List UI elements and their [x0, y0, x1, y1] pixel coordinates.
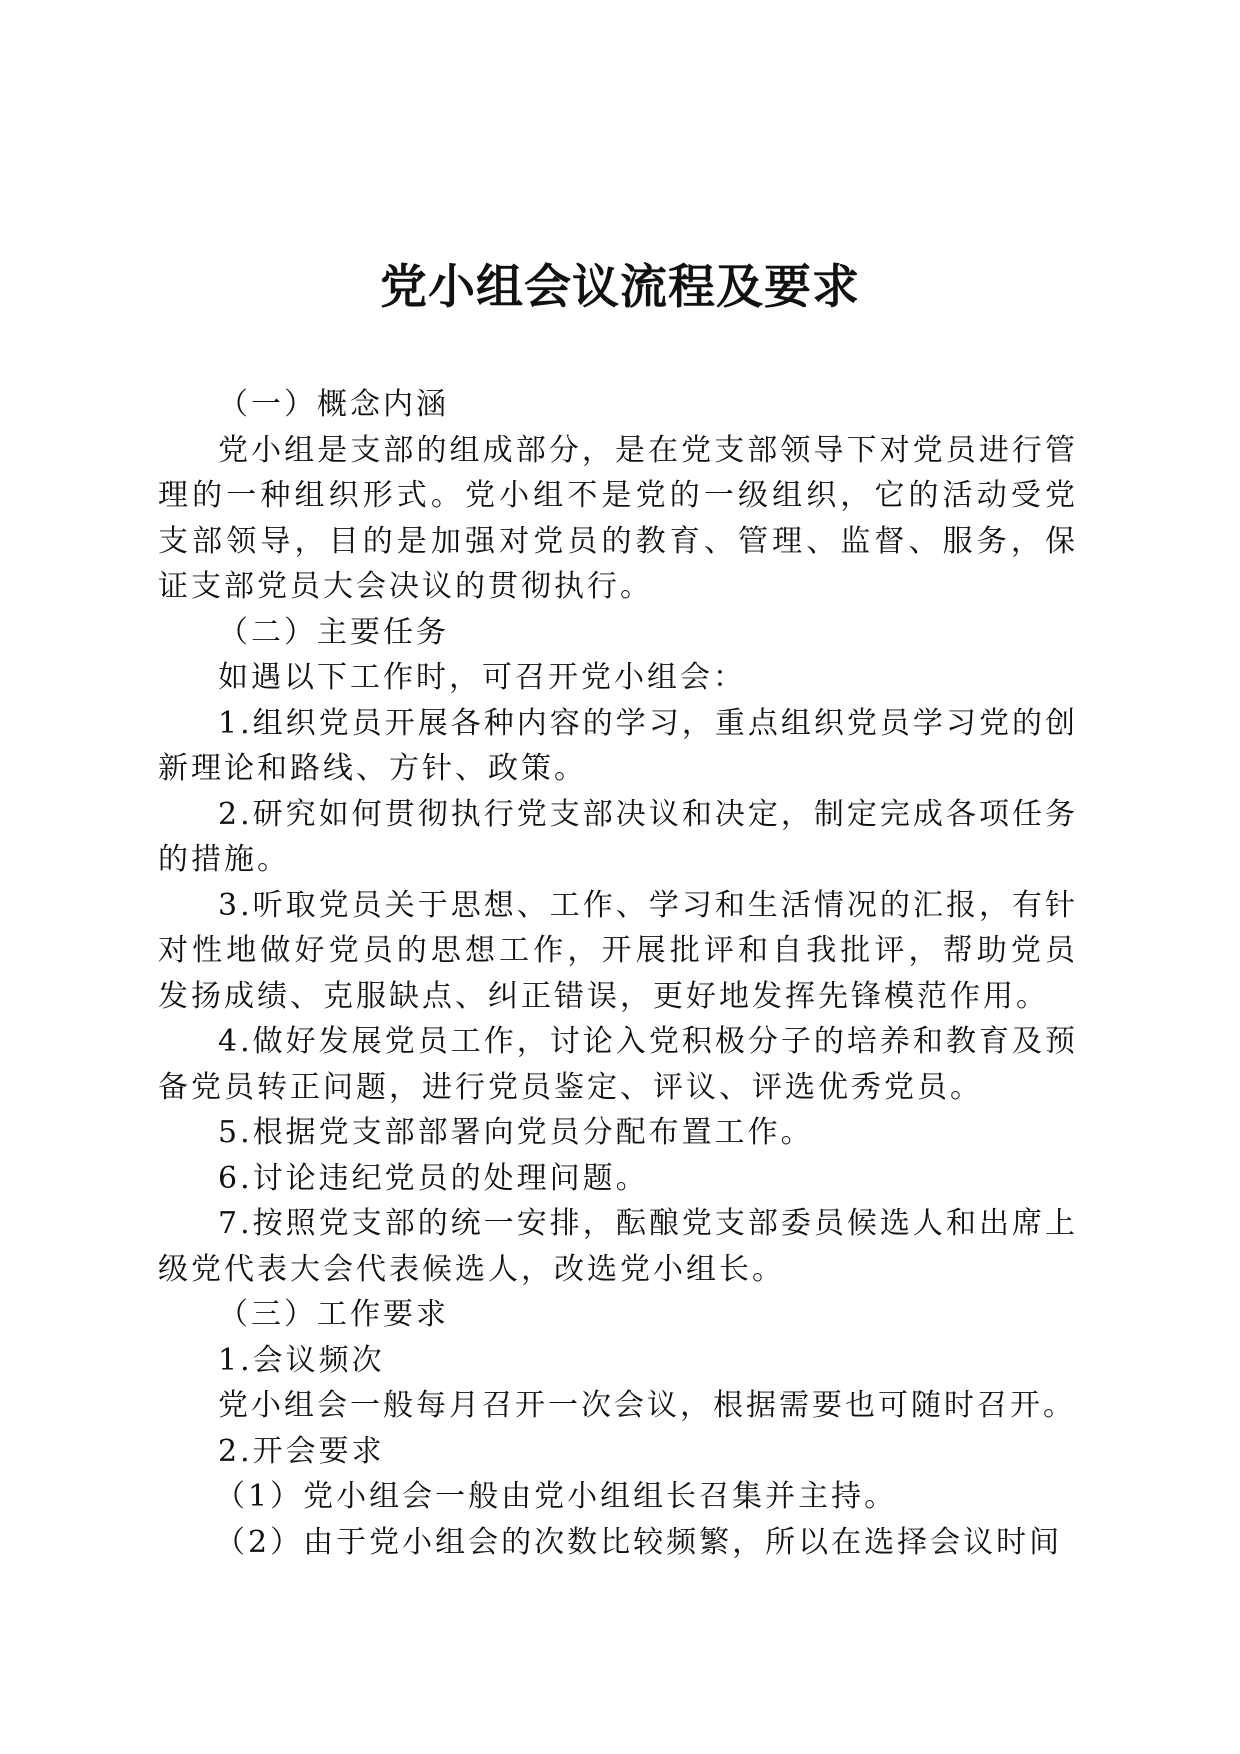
- section-heading-1: （一）概念内涵: [218, 387, 449, 422]
- section-heading-2: （二）主要任务: [218, 614, 449, 650]
- list-item: 2.研究如何贯彻执行党支部决议和决定，制定完成各项任务的措施。: [158, 796, 1078, 877]
- document-title: 党小组会议流程及要求: [380, 260, 860, 315]
- subsection-heading: 1.会议频次: [218, 1342, 385, 1378]
- list-item: 4.做好发展党员工作，讨论入党积极分子的培养和教育及预备党员转正问题，进行党员鉴定、评议、评选优秀党员。: [158, 1024, 1078, 1105]
- subsection-heading: 2.开会要求: [218, 1433, 385, 1469]
- section-intro: 如遇以下工作时，可召开党小组会：: [218, 660, 746, 695]
- sub-list-item: （1）党小组会一般由党小组组长召集并主持。: [215, 1479, 898, 1514]
- list-item: 3.听取党员关于思想、工作、学习和生活情况的汇报，有针对性地做好党员的思想工作，开展批评和自我批评，帮助党员发扬成绩、克服缺点、纠正错误，更好地发挥先锋模范作用。: [158, 887, 1078, 1014]
- paragraph: 党小组是支部的组成部分，是在党支部领导下对党员进行管理的一种组织形式。党小组不是党的一级组织，它的活动受党支部领导，目的是加强对党员的教育、管理、监督、服务，保证支部党员大会决议的贯彻执行。: [158, 432, 1078, 604]
- list-item: 5.根据党支部部署向党员分配布置工作。: [218, 1115, 814, 1150]
- list-item: 7.按照党支部的统一安排，酝酿党支部委员候选人和出席上级党代表大会代表候选人，改选党小组长。: [158, 1206, 1078, 1287]
- list-item: 6.讨论违纪党员的处理问题。: [218, 1160, 649, 1196]
- paragraph: 党小组会一般每月召开一次会议，根据需要也可随时召开。: [218, 1388, 1076, 1423]
- sub-list-item: （2）由于党小组会的次数比较频繁，所以在选择会议时间: [215, 1524, 1063, 1560]
- list-item: 1.组织党员开展各种内容的学习，重点组织党员学习党的创新理论和路线、方针、政策。: [158, 705, 1078, 786]
- section-heading-3: （三）工作要求: [218, 1297, 449, 1332]
- document-body: [158, 382, 1078, 1565]
